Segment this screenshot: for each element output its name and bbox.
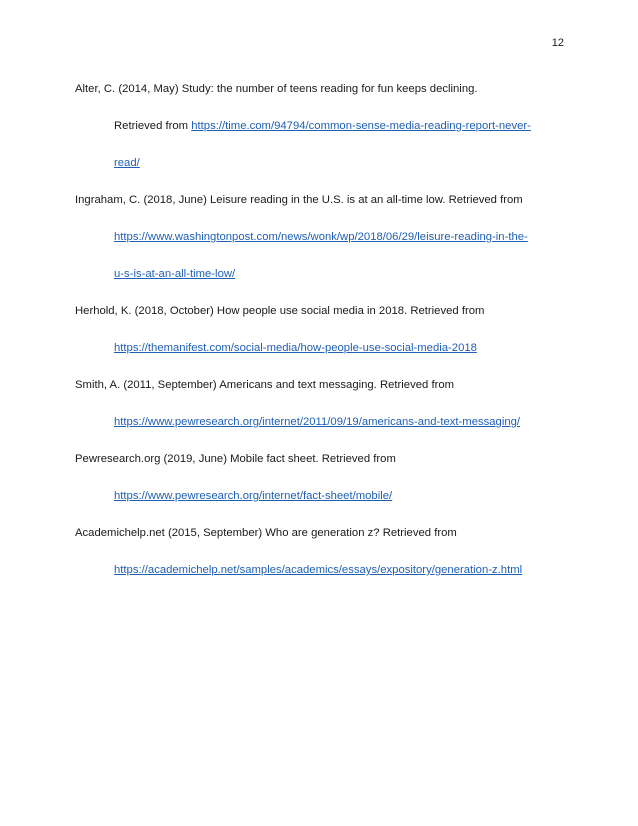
reference-link[interactable]: https://www.pewresearch.org/internet/2011/09/19/americans-and-text-messaging/ <box>114 416 521 428</box>
reference-entry <box>75 367 565 441</box>
reference-entry <box>75 441 565 515</box>
reference-link-line <box>75 478 565 515</box>
reference-entry <box>75 515 565 589</box>
reference-link-line <box>75 330 565 367</box>
reference-link[interactable]: https://themanifest.com/social-media/how-people-use-social-media-2018 <box>114 342 477 354</box>
reference-text: Alter, C. (2014, May) Study: the number of teens reading for fun keeps declining. <box>75 83 478 95</box>
reference-text: Pewresearch.org (2019, June) Mobile fact sheet. Retrieved from <box>75 453 396 465</box>
reference-text: Academichelp.net (2015, September) Who are generation z? Retrieved from <box>75 527 457 539</box>
reference-text: Herhold, K. (2018, October) How people use social media in 2018. Retrieved from <box>75 305 485 317</box>
retrieved-prefix: Retrieved from <box>114 120 192 132</box>
reference-link-continuation <box>75 256 565 293</box>
reference-entry <box>75 182 565 293</box>
reference-link-line <box>75 552 565 589</box>
reference-link-wrap[interactable]: u-s-is-at-an-all-time-low/ <box>114 268 236 280</box>
reference-entry <box>75 293 565 367</box>
reference-link[interactable]: https://time.com/94794/common-sense-media-reading-report-never- <box>191 120 531 132</box>
reference-entry <box>75 71 565 182</box>
reference-link-wrap[interactable]: read/ <box>114 157 140 169</box>
reference-link-continuation <box>75 145 565 182</box>
reference-text: Ingraham, C. (2018, June) Leisure reading in the U.S. is at an all-time low. Retrieved from <box>75 194 523 206</box>
reference-link-line <box>75 404 565 441</box>
reference-link[interactable]: https://academichelp.net/samples/academics/essays/expository/generation-z.html <box>114 564 523 576</box>
reference-link-line <box>75 219 565 256</box>
reference-retrieved-line <box>75 108 565 145</box>
page-number: 12 <box>551 37 564 49</box>
reference-link[interactable]: https://www.pewresearch.org/internet/fact-sheet/mobile/ <box>114 490 393 502</box>
reference-text: Smith, A. (2011, September) Americans and text messaging. Retrieved from <box>75 379 455 391</box>
reference-link[interactable]: https://www.washingtonpost.com/news/wonk/wp/2018/06/29/leisure-reading-in-the- <box>114 231 528 243</box>
reference-list <box>75 71 565 589</box>
